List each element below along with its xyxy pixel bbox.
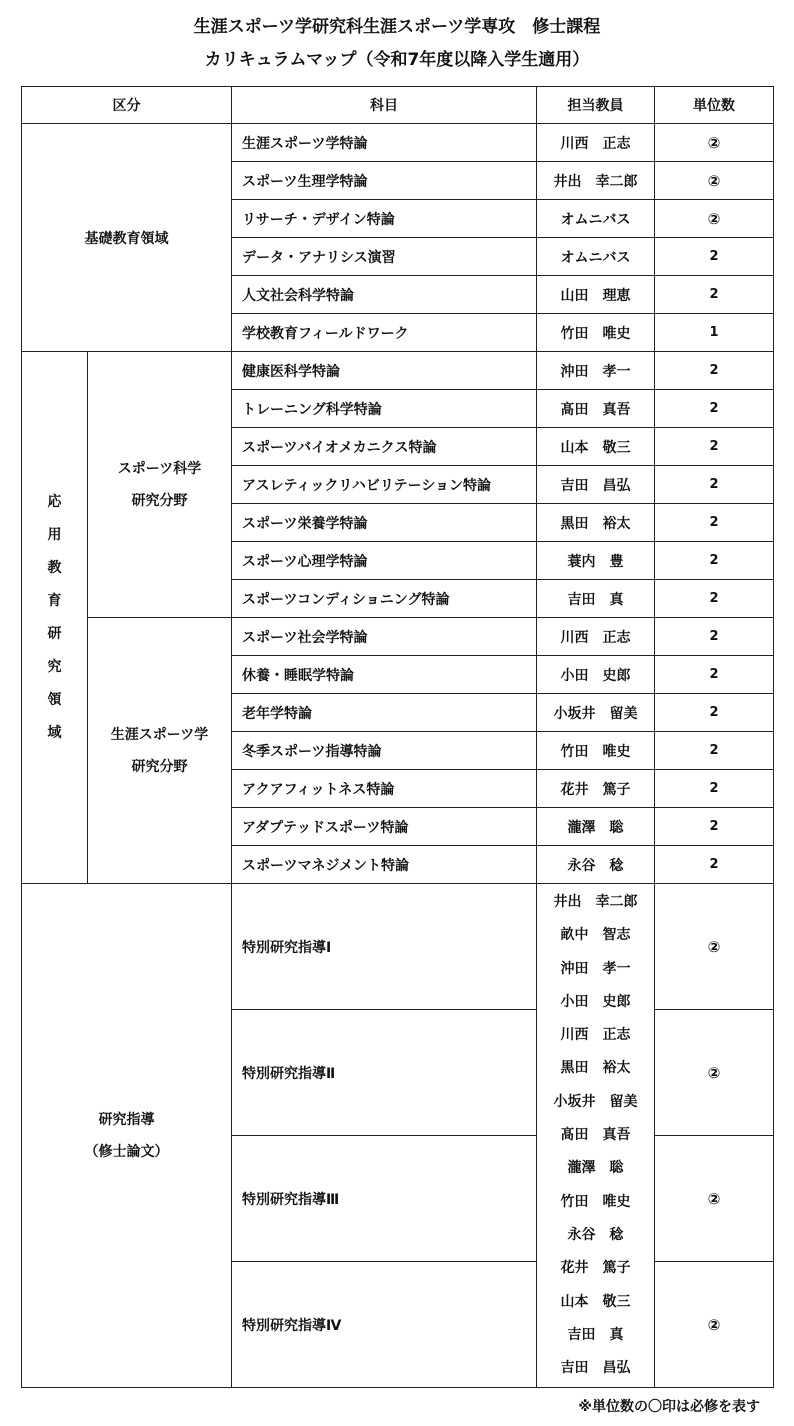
teacher-name: 小坂井 留美 [553, 1093, 638, 1110]
teacher-name: 畝中 智志 [560, 927, 631, 944]
subject-cell: 特別研究指導Ⅱ [232, 1010, 537, 1136]
subject-cell: アスレティックリハビリテーション特論 [232, 466, 537, 504]
teacher-name: 沖田 孝一 [560, 960, 631, 977]
subject-cell: 学校教育フィールドワーク [232, 314, 537, 352]
teacher-cell: 川西 正志 [537, 124, 655, 162]
teacher-cell: 小田 史郎 [537, 656, 655, 694]
field-label-line: 研究分野 [131, 758, 188, 775]
teacher-name: 竹田 唯史 [560, 1193, 631, 1210]
teacher-name: 黒田 裕太 [560, 1060, 631, 1077]
research-teachers-cell [537, 884, 655, 1388]
teacher-name: 吉田 真 [567, 1326, 624, 1343]
subject-cell: データ・アナリシス演習 [232, 238, 537, 276]
subject-cell: アダプテッドスポーツ特論 [232, 808, 537, 846]
subject-cell: スポーツバイオメカニクス特論 [232, 428, 537, 466]
subject-cell: 特別研究指導Ⅳ [232, 1262, 537, 1388]
teacher-cell: 川西 正志 [537, 618, 655, 656]
units-cell: ② [655, 1136, 774, 1262]
table-body [22, 124, 774, 1388]
teacher-cell: オムニバス [537, 200, 655, 238]
teacher-name: 小田 史郎 [560, 993, 631, 1010]
units-cell: 2 [655, 846, 774, 884]
field-label-line: 生涯スポーツ学 [110, 726, 209, 743]
units-cell: 2 [655, 694, 774, 732]
teacher-name: 花井 篤子 [560, 1260, 631, 1277]
applied-label-char: 応 [47, 493, 62, 510]
teacher-cell: 花井 篤子 [537, 770, 655, 808]
footnote: ※単位数の〇印は必修を表す [578, 1399, 760, 1415]
teacher-name: 川西 正志 [560, 1027, 631, 1044]
teacher-cell: 山田 理恵 [537, 276, 655, 314]
header-subject: 科目 [232, 87, 537, 124]
header-teacher: 担当教員 [537, 87, 655, 124]
subject-cell: 特別研究指導Ⅲ [232, 1136, 537, 1262]
teacher-cell: 小坂井 留美 [537, 694, 655, 732]
applied-label-char: 教 [47, 559, 62, 576]
teacher-cell: 瀧澤 聡 [537, 808, 655, 846]
header-units: 単位数 [655, 87, 774, 124]
units-cell: 2 [655, 542, 774, 580]
units-cell: 2 [655, 352, 774, 390]
subject-cell: 休養・睡眠学特論 [232, 656, 537, 694]
field-label-line: 研究分野 [131, 492, 188, 509]
teacher-cell: 蓑内 豊 [537, 542, 655, 580]
units-cell: 2 [655, 808, 774, 846]
subject-cell: スポーツ心理学特論 [232, 542, 537, 580]
subject-cell: リサーチ・デザイン特論 [232, 200, 537, 238]
teacher-name: 井出 幸二郎 [553, 894, 638, 910]
units-cell: 2 [655, 580, 774, 618]
units-cell: ② [655, 162, 774, 200]
applied-label-char: 研 [47, 625, 62, 642]
table-row [22, 352, 774, 390]
units-cell: ② [655, 1262, 774, 1388]
teacher-cell: 吉田 真 [537, 580, 655, 618]
research-label-line: （修士論文） [84, 1143, 169, 1160]
sports-science-field-label [88, 352, 232, 618]
teacher-name: 吉田 昌弘 [560, 1360, 631, 1377]
header-division: 区分 [22, 87, 232, 124]
units-cell: 2 [655, 390, 774, 428]
table-row [22, 884, 774, 1010]
units-cell: 2 [655, 466, 774, 504]
table-row [22, 618, 774, 656]
subject-cell: 老年学特論 [232, 694, 537, 732]
applied-label-char: 領 [47, 691, 62, 708]
subject-cell: 生涯スポーツ学特論 [232, 124, 537, 162]
subject-cell: 健康医科学特論 [232, 352, 537, 390]
teacher-cell: 永谷 稔 [537, 846, 655, 884]
research-label-line: 研究指導 [98, 1111, 155, 1128]
units-cell: 2 [655, 732, 774, 770]
research-division-label [22, 884, 232, 1388]
page-subtitle: カリキュラムマップ（令和7年度以降入学生適用） [204, 50, 590, 70]
units-cell: 2 [655, 504, 774, 542]
teacher-name: 永谷 稔 [567, 1226, 624, 1243]
applied-label-char: 究 [47, 658, 62, 675]
teacher-cell: 竹田 唯史 [537, 732, 655, 770]
subject-cell: スポーツコンディショニング特論 [232, 580, 537, 618]
applied-label-char: 域 [47, 724, 62, 741]
teacher-cell: 井出 幸二郎 [537, 162, 655, 200]
units-cell: ② [655, 1010, 774, 1136]
subject-cell: トレーニング科学特論 [232, 390, 537, 428]
subject-cell: スポーツ生理学特論 [232, 162, 537, 200]
teacher-cell: 山本 敬三 [537, 428, 655, 466]
units-cell: 2 [655, 276, 774, 314]
units-cell: 1 [655, 314, 774, 352]
units-cell: 2 [655, 770, 774, 808]
teacher-cell: 吉田 昌弘 [537, 466, 655, 504]
teacher-name: 髙田 真吾 [560, 1127, 631, 1144]
teacher-cell: 沖田 孝一 [537, 352, 655, 390]
teacher-name: 瀧澤 聡 [567, 1160, 624, 1177]
units-cell: 2 [655, 618, 774, 656]
table-row [22, 124, 774, 162]
teacher-cell: 竹田 唯史 [537, 314, 655, 352]
units-cell: ② [655, 884, 774, 1010]
units-cell: 2 [655, 428, 774, 466]
teacher-name: 山本 敬三 [560, 1293, 631, 1310]
field-label-line: スポーツ科学 [117, 460, 202, 477]
subject-cell: スポーツ栄養学特論 [232, 504, 537, 542]
basic-division-label: 基礎教育領域 [22, 124, 232, 352]
applied-label-char: 用 [47, 526, 62, 543]
units-cell: 2 [655, 238, 774, 276]
subject-cell: スポーツマネジメント特論 [232, 846, 537, 884]
page-title: 生涯スポーツ学研究科生涯スポーツ学専攻 修士課程 [193, 17, 601, 37]
curriculum-table [21, 86, 774, 1388]
units-cell: ② [655, 200, 774, 238]
subject-cell: アクアフィットネス特論 [232, 770, 537, 808]
applied-division-label [22, 352, 88, 884]
teacher-cell: オムニバス [537, 238, 655, 276]
lifelong-field-label [88, 618, 232, 884]
subject-cell: 人文社会科学特論 [232, 276, 537, 314]
teacher-cell: 髙田 真吾 [537, 390, 655, 428]
applied-label-char: 育 [47, 592, 62, 609]
units-cell: 2 [655, 656, 774, 694]
subject-cell: スポーツ社会学特論 [232, 618, 537, 656]
subject-cell: 冬季スポーツ指導特論 [232, 732, 537, 770]
subject-cell: 特別研究指導Ⅰ [232, 884, 537, 1010]
teacher-cell: 黒田 裕太 [537, 504, 655, 542]
units-cell: ② [655, 124, 774, 162]
